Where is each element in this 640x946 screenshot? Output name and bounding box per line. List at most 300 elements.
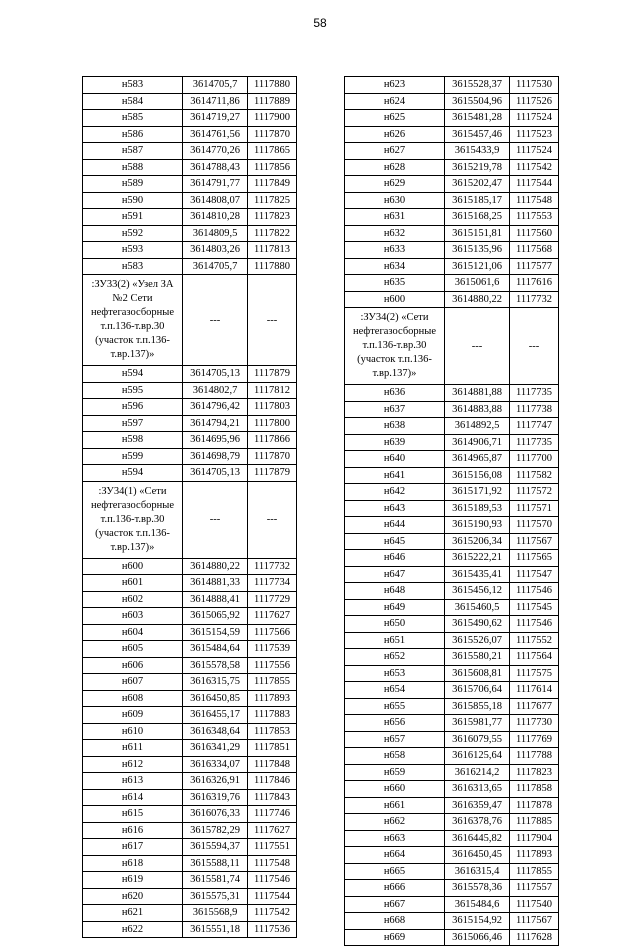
coord-x: 3615061,6 — [445, 275, 510, 292]
point-id: н611 — [83, 740, 183, 757]
table-row — [83, 723, 297, 740]
table-row — [83, 789, 297, 806]
section-title: :ЗУ33(2) «Узел ЗА №2 Сети нефтегазосборные т.п.136-т.вр.30 (участок т.п.136-т.вр.137)» — [83, 275, 183, 366]
coord-x: 3614965,87 — [445, 451, 510, 468]
coord-y: 1117552 — [510, 632, 559, 649]
coord-y: 1117567 — [510, 913, 559, 930]
coord-x: 3615154,92 — [445, 913, 510, 930]
point-id: н662 — [345, 814, 445, 831]
coord-y: 1117858 — [510, 781, 559, 798]
coord-x: 3614803,26 — [183, 242, 248, 259]
section-title: :ЗУ34(1) «Сети нефтегазосборные т.п.136-т.вр.30 (участок т.п.136-т.вр.137)» — [83, 481, 183, 558]
coord-y: 1117732 — [510, 291, 559, 308]
coord-x: 3615706,64 — [445, 682, 510, 699]
coord-x: 3616348,64 — [183, 723, 248, 740]
coord-x: 3615135,96 — [445, 242, 510, 259]
coord-y: 1117729 — [248, 591, 297, 608]
coord-y: 1117879 — [248, 366, 297, 383]
point-id: н630 — [345, 192, 445, 209]
table-row — [345, 814, 559, 831]
point-id: н624 — [345, 93, 445, 110]
coord-y: 1117738 — [510, 401, 559, 418]
point-id: н628 — [345, 159, 445, 176]
coord-y: 1117900 — [248, 110, 297, 127]
coord-y: 1117893 — [510, 847, 559, 864]
coord-x: --- — [445, 308, 510, 385]
coord-y: 1117544 — [510, 176, 559, 193]
coord-x: 3616076,33 — [183, 806, 248, 823]
point-id: н614 — [83, 789, 183, 806]
coord-y: 1117865 — [248, 143, 297, 160]
coord-y: 1117616 — [510, 275, 559, 292]
point-id: н586 — [83, 126, 183, 143]
coord-y: 1117614 — [510, 682, 559, 699]
coord-x: 3615066,46 — [445, 929, 510, 946]
point-id: н664 — [345, 847, 445, 864]
coord-y: 1117843 — [248, 789, 297, 806]
table-row — [345, 665, 559, 682]
coord-y: 1117565 — [510, 550, 559, 567]
table-row — [345, 896, 559, 913]
table-row — [83, 159, 297, 176]
point-id: н646 — [345, 550, 445, 567]
table-row — [83, 465, 297, 482]
coord-x: 3616359,47 — [445, 797, 510, 814]
point-id: н642 — [345, 484, 445, 501]
point-id: н584 — [83, 93, 183, 110]
coord-x: 3614711,86 — [183, 93, 248, 110]
point-id: н613 — [83, 773, 183, 790]
coord-y: 1117734 — [248, 575, 297, 592]
coord-y: 1117879 — [248, 465, 297, 482]
table-row — [345, 913, 559, 930]
point-id: н612 — [83, 756, 183, 773]
point-id: н600 — [345, 291, 445, 308]
coord-x: 3615608,81 — [445, 665, 510, 682]
coord-x: 3615206,34 — [445, 533, 510, 550]
point-id: н591 — [83, 209, 183, 226]
coord-y: 1117575 — [510, 665, 559, 682]
table-row — [345, 929, 559, 946]
coord-y: 1117700 — [510, 451, 559, 468]
coord-y: 1117577 — [510, 258, 559, 275]
table-row — [345, 484, 559, 501]
coord-x: 3615578,36 — [445, 880, 510, 897]
coord-x: 3614788,43 — [183, 159, 248, 176]
coord-y: 1117542 — [510, 159, 559, 176]
point-id: н636 — [345, 385, 445, 402]
coord-x: 3615526,07 — [445, 632, 510, 649]
point-id: н587 — [83, 143, 183, 160]
table-row — [345, 385, 559, 402]
coord-y: 1117548 — [510, 192, 559, 209]
point-id: н622 — [83, 921, 183, 938]
coord-x: 3615484,6 — [445, 896, 510, 913]
table-row — [345, 500, 559, 517]
coord-y: --- — [248, 275, 297, 366]
table-row — [83, 575, 297, 592]
coord-x: 3616315,4 — [445, 863, 510, 880]
coord-y: 1117769 — [510, 731, 559, 748]
table-row — [345, 533, 559, 550]
coord-y: 1117732 — [248, 558, 297, 575]
point-id: н608 — [83, 690, 183, 707]
point-id: н650 — [345, 616, 445, 633]
coord-y: 1117560 — [510, 225, 559, 242]
point-id: н626 — [345, 126, 445, 143]
coord-x: 3615168,25 — [445, 209, 510, 226]
table-row — [83, 366, 297, 383]
coord-x: 3615433,9 — [445, 143, 510, 160]
coord-y: 1117568 — [510, 242, 559, 259]
table-row — [83, 855, 297, 872]
coord-y: 1117735 — [510, 385, 559, 402]
point-id: н633 — [345, 242, 445, 259]
point-id: н659 — [345, 764, 445, 781]
coord-y: 1117548 — [248, 855, 297, 872]
table-row — [345, 209, 559, 226]
coord-x: 3615581,74 — [183, 872, 248, 889]
coord-y: 1117546 — [510, 583, 559, 600]
coord-x: 3614881,88 — [445, 385, 510, 402]
coord-y: 1117746 — [248, 806, 297, 823]
coord-y: 1117582 — [510, 467, 559, 484]
coord-x: 3616378,76 — [445, 814, 510, 831]
coord-y: 1117856 — [248, 159, 297, 176]
coord-x: 3614809,5 — [183, 225, 248, 242]
coord-x: 3615219,78 — [445, 159, 510, 176]
table-row — [345, 781, 559, 798]
table-row — [83, 839, 297, 856]
table-row — [345, 401, 559, 418]
table-row — [83, 707, 297, 724]
point-id: н599 — [83, 448, 183, 465]
coord-y: 1117812 — [248, 382, 297, 399]
coord-y: 1117880 — [248, 77, 297, 94]
point-id: н627 — [345, 143, 445, 160]
coord-x: 3614770,26 — [183, 143, 248, 160]
table-row — [345, 451, 559, 468]
table-row — [345, 291, 559, 308]
coord-y: 1117849 — [248, 176, 297, 193]
point-id: н629 — [345, 176, 445, 193]
coord-x: 3614796,42 — [183, 399, 248, 416]
table-row — [345, 159, 559, 176]
coord-y: 1117823 — [248, 209, 297, 226]
table-row — [345, 418, 559, 435]
point-id: н592 — [83, 225, 183, 242]
coord-y: 1117855 — [248, 674, 297, 691]
coord-x: 3614906,71 — [445, 434, 510, 451]
table-row — [345, 797, 559, 814]
point-id: н643 — [345, 500, 445, 517]
coord-x: 3616334,07 — [183, 756, 248, 773]
coord-y: 1117677 — [510, 698, 559, 715]
coord-x: 3616455,17 — [183, 707, 248, 724]
point-id: н669 — [345, 929, 445, 946]
point-id: н653 — [345, 665, 445, 682]
table-row — [83, 591, 297, 608]
point-id: н589 — [83, 176, 183, 193]
table-row — [83, 415, 297, 432]
coord-y: 1117813 — [248, 242, 297, 259]
coord-x: 3615457,46 — [445, 126, 510, 143]
coord-y: 1117540 — [510, 896, 559, 913]
point-id: н666 — [345, 880, 445, 897]
coord-y: 1117547 — [510, 566, 559, 583]
coord-x: 3616315,75 — [183, 674, 248, 691]
point-id: н644 — [345, 517, 445, 534]
point-id: н621 — [83, 905, 183, 922]
table-row — [83, 773, 297, 790]
coord-x: 3615185,17 — [445, 192, 510, 209]
point-id: н588 — [83, 159, 183, 176]
table-row — [83, 143, 297, 160]
coord-x: 3616445,82 — [445, 830, 510, 847]
table-row — [345, 517, 559, 534]
coord-y: 1117800 — [248, 415, 297, 432]
point-id: н665 — [345, 863, 445, 880]
coord-x: 3614883,88 — [445, 401, 510, 418]
coord-x: 3615202,47 — [445, 176, 510, 193]
table-row — [83, 225, 297, 242]
coord-y: 1117572 — [510, 484, 559, 501]
point-id: н590 — [83, 192, 183, 209]
point-id: н616 — [83, 822, 183, 839]
table-row — [345, 126, 559, 143]
point-id: н668 — [345, 913, 445, 930]
point-id: н617 — [83, 839, 183, 856]
coordinates-table-right — [344, 76, 559, 946]
table-row — [345, 467, 559, 484]
point-id: н658 — [345, 748, 445, 765]
table-row — [345, 880, 559, 897]
point-id: н597 — [83, 415, 183, 432]
point-id: н647 — [345, 566, 445, 583]
point-id: н593 — [83, 242, 183, 259]
section-header-row — [345, 308, 559, 385]
point-id: н660 — [345, 781, 445, 798]
point-id: н595 — [83, 382, 183, 399]
coord-x: 3616341,29 — [183, 740, 248, 757]
coord-y: 1117889 — [248, 93, 297, 110]
coord-y: 1117730 — [510, 715, 559, 732]
coord-x: 3615481,28 — [445, 110, 510, 127]
coord-x: 3615578,58 — [183, 657, 248, 674]
table-row — [83, 740, 297, 757]
table-row — [83, 657, 297, 674]
coord-x: 3614881,33 — [183, 575, 248, 592]
section-header-row — [83, 275, 297, 366]
coord-x: 3615456,12 — [445, 583, 510, 600]
coord-y: 1117855 — [510, 863, 559, 880]
coord-y: 1117571 — [510, 500, 559, 517]
coord-x: 3614808,07 — [183, 192, 248, 209]
point-id: н667 — [345, 896, 445, 913]
point-id: н594 — [83, 366, 183, 383]
coord-x: 3614794,21 — [183, 415, 248, 432]
point-id: н594 — [83, 465, 183, 482]
coord-x: 3615504,96 — [445, 93, 510, 110]
point-id: н607 — [83, 674, 183, 691]
table-row — [83, 756, 297, 773]
point-id: н596 — [83, 399, 183, 416]
coord-x: 3615568,9 — [183, 905, 248, 922]
table-row — [83, 258, 297, 275]
coord-x: 3614705,7 — [183, 77, 248, 94]
coord-x: 3615189,53 — [445, 500, 510, 517]
table-row — [345, 143, 559, 160]
point-id: н657 — [345, 731, 445, 748]
coord-y: 1117747 — [510, 418, 559, 435]
point-id: н635 — [345, 275, 445, 292]
coord-y: 1117567 — [510, 533, 559, 550]
coord-x: 3614761,56 — [183, 126, 248, 143]
coord-y: 1117883 — [248, 707, 297, 724]
table-row — [83, 77, 297, 94]
table-row — [83, 690, 297, 707]
coord-x: 3614698,79 — [183, 448, 248, 465]
coord-x: 3615435,41 — [445, 566, 510, 583]
table-row — [345, 192, 559, 209]
point-id: н618 — [83, 855, 183, 872]
coord-x: 3615551,18 — [183, 921, 248, 938]
coord-x: 3616313,65 — [445, 781, 510, 798]
table-row — [345, 566, 559, 583]
coord-y: 1117822 — [248, 225, 297, 242]
coord-x: 3614705,13 — [183, 465, 248, 482]
coord-y: 1117544 — [248, 888, 297, 905]
point-id: н601 — [83, 575, 183, 592]
coord-x: 3614695,96 — [183, 432, 248, 449]
coord-x: --- — [183, 275, 248, 366]
coord-x: 3614705,13 — [183, 366, 248, 383]
coord-x: 3616125,64 — [445, 748, 510, 765]
point-id: н634 — [345, 258, 445, 275]
coord-x: 3616450,85 — [183, 690, 248, 707]
table-row — [83, 822, 297, 839]
coord-x: 3615154,59 — [183, 624, 248, 641]
table-row — [345, 583, 559, 600]
table-row — [345, 682, 559, 699]
coord-x: 3615594,37 — [183, 839, 248, 856]
coord-y: 1117627 — [248, 822, 297, 839]
table-row — [83, 448, 297, 465]
coord-y: 1117885 — [510, 814, 559, 831]
coord-x: 3615981,77 — [445, 715, 510, 732]
table-row — [345, 434, 559, 451]
coord-y: 1117735 — [510, 434, 559, 451]
coord-x: 3614802,7 — [183, 382, 248, 399]
coord-y: 1117848 — [248, 756, 297, 773]
coord-y: 1117551 — [248, 839, 297, 856]
coord-y: 1117557 — [510, 880, 559, 897]
coord-x: 3615484,64 — [183, 641, 248, 658]
coord-y: 1117893 — [248, 690, 297, 707]
table-row — [83, 806, 297, 823]
table-row — [345, 110, 559, 127]
coord-x: 3615855,18 — [445, 698, 510, 715]
table-row — [345, 275, 559, 292]
coord-x: 3614705,7 — [183, 258, 248, 275]
table-row — [345, 748, 559, 765]
coord-y: 1117803 — [248, 399, 297, 416]
table-row — [83, 674, 297, 691]
coord-x: 3614880,22 — [183, 558, 248, 575]
point-id: н604 — [83, 624, 183, 641]
point-id: н615 — [83, 806, 183, 823]
coord-y: 1117545 — [510, 599, 559, 616]
table-row — [83, 641, 297, 658]
coordinates-table-left — [82, 76, 297, 938]
coord-y: 1117523 — [510, 126, 559, 143]
table-row — [345, 616, 559, 633]
table-row — [345, 550, 559, 567]
section-title: :ЗУ34(2) «Сети нефтегазосборные т.п.136-т.вр.30 (участок т.п.136-т.вр.137)» — [345, 308, 445, 385]
coord-y: 1117853 — [248, 723, 297, 740]
coord-x: 3614888,41 — [183, 591, 248, 608]
coord-y: 1117546 — [510, 616, 559, 633]
point-id: н625 — [345, 110, 445, 127]
point-id: н600 — [83, 558, 183, 575]
coord-x: 3615460,5 — [445, 599, 510, 616]
point-id: н649 — [345, 599, 445, 616]
coord-y: 1117546 — [248, 872, 297, 889]
table-row — [345, 258, 559, 275]
table-row — [83, 176, 297, 193]
coord-x: 3614810,28 — [183, 209, 248, 226]
coord-y: 1117851 — [248, 740, 297, 757]
point-id: н583 — [83, 258, 183, 275]
point-id: н654 — [345, 682, 445, 699]
point-id: н652 — [345, 649, 445, 666]
coord-x: 3614719,27 — [183, 110, 248, 127]
point-id: н585 — [83, 110, 183, 127]
coord-y: 1117524 — [510, 110, 559, 127]
point-id: н648 — [345, 583, 445, 600]
page-number: 58 — [313, 16, 327, 30]
point-id: н631 — [345, 209, 445, 226]
table-row — [345, 847, 559, 864]
coord-y: 1117823 — [510, 764, 559, 781]
table-row — [83, 432, 297, 449]
coord-x: 3615121,06 — [445, 258, 510, 275]
coord-x: 3615588,11 — [183, 855, 248, 872]
table-row — [345, 632, 559, 649]
coord-y: 1117825 — [248, 192, 297, 209]
table-row — [345, 176, 559, 193]
point-id: н623 — [345, 77, 445, 94]
point-id: н663 — [345, 830, 445, 847]
point-id: н602 — [83, 591, 183, 608]
coord-y: 1117556 — [248, 657, 297, 674]
section-header-row — [83, 481, 297, 558]
table-row — [345, 93, 559, 110]
coord-x: 3615156,08 — [445, 467, 510, 484]
table-row — [83, 382, 297, 399]
coord-y: 1117870 — [248, 448, 297, 465]
coord-y: 1117878 — [510, 797, 559, 814]
coord-y: 1117542 — [248, 905, 297, 922]
table-row — [83, 242, 297, 259]
coord-x: 3615782,29 — [183, 822, 248, 839]
coord-y: 1117524 — [510, 143, 559, 160]
coord-y: 1117866 — [248, 432, 297, 449]
table-row — [345, 242, 559, 259]
table-row — [83, 110, 297, 127]
coord-y: 1117846 — [248, 773, 297, 790]
coord-x: 3616079,55 — [445, 731, 510, 748]
